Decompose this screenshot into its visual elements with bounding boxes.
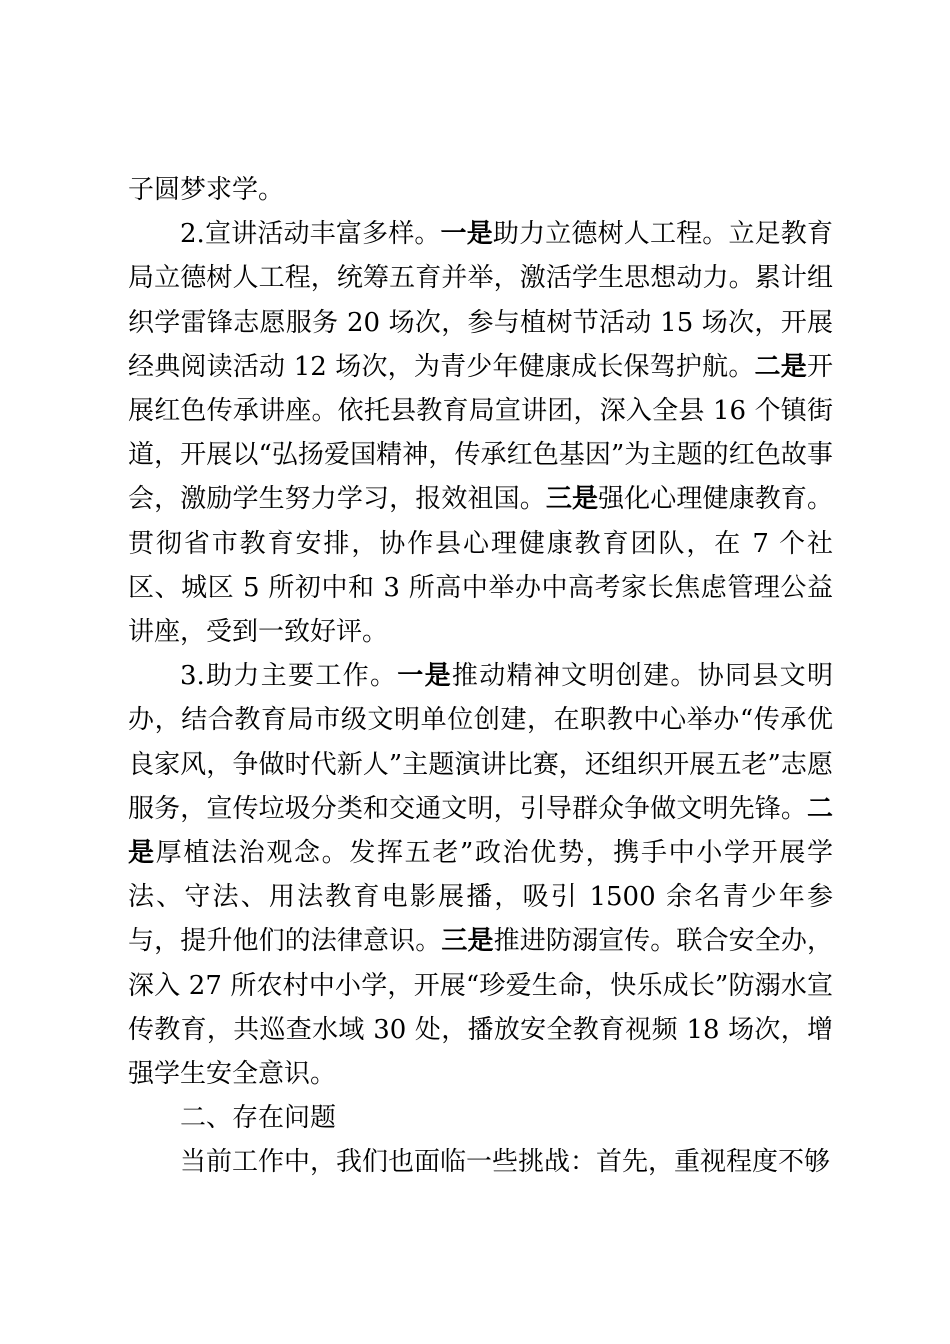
document-page: [128, 168, 833, 1185]
emphasis-marker: 二是: [128, 793, 833, 869]
emphasis-marker: 一是: [440, 219, 493, 250]
text-segment: 强化心理健康教育。贯彻省市教育安排，协作县心理健康教育团队，在 7 个社区、城区 5 所初中和 3 所高中举办中高考家长焦虑管理公益讲座，受到一致好评。: [128, 484, 833, 648]
emphasis-marker: 三是: [441, 926, 494, 957]
text-segment: 3.助力主要工作。: [180, 661, 398, 692]
paragraph-continuation: [128, 168, 833, 212]
section-heading-problems: [128, 1096, 833, 1140]
text-segment: 助力立德树人工程。立足教育局立德树人工程，统筹五育并举，激活学生思想动力。累计组织学雷锋志愿服务 20 场次，参与植树节活动 15 场次，开展经典阅读活动 12 场次，为青少年健康成长保驾护航。: [128, 219, 833, 382]
text-segment: 推进防溺宣传。联合安全办，深入 27 所农村中小学，开展“珍爱生命，快乐成长”防溺水宣传教育，共巡查水域 30 处，播放安全教育视频 18 场次，增强学生安全意识。: [128, 926, 833, 1090]
text-segment: 2.宣讲活动丰富多样。: [180, 219, 441, 250]
text-segment: 厚植法治观念。发挥五老”政治优势，携手中小学开展学法、守法、用法教育电影展播，吸引 1500 余名青少年参与，提升他们的法律意识。: [128, 838, 833, 957]
emphasis-marker: 一是: [397, 661, 452, 692]
emphasis-marker: 三是: [545, 484, 599, 515]
paragraph-challenges: [128, 1140, 833, 1184]
text-segment: 二、存在问题: [180, 1103, 337, 1134]
emphasis-marker: 二是: [754, 351, 807, 382]
paragraph-publicity-activities: [128, 212, 833, 654]
paragraph-main-work: [128, 654, 833, 1096]
text-segment: 当前工作中，我们也面临一些挑战：首先，重视程度不够: [180, 1147, 831, 1178]
text-segment: 开展红色传承讲座。依托县教育局宣讲团，深入全县 16 个镇街道，开展以“弘扬爱国精神，传承红色基因”为主题的红色故事会，激励学生努力学习，报效祖国。: [128, 351, 833, 515]
text-segment: 推动精神文明创建。协同县文明办，结合教育局市级文明单位创建，在职教中心举办“传承优良家风，争做时代新人”主题演讲比赛，还组织开展五老”志愿服务，宣传垃圾分类和交通文明，引导群众争做文明先锋。: [128, 661, 833, 824]
text-segment: 子圆梦求学。: [128, 175, 285, 205]
